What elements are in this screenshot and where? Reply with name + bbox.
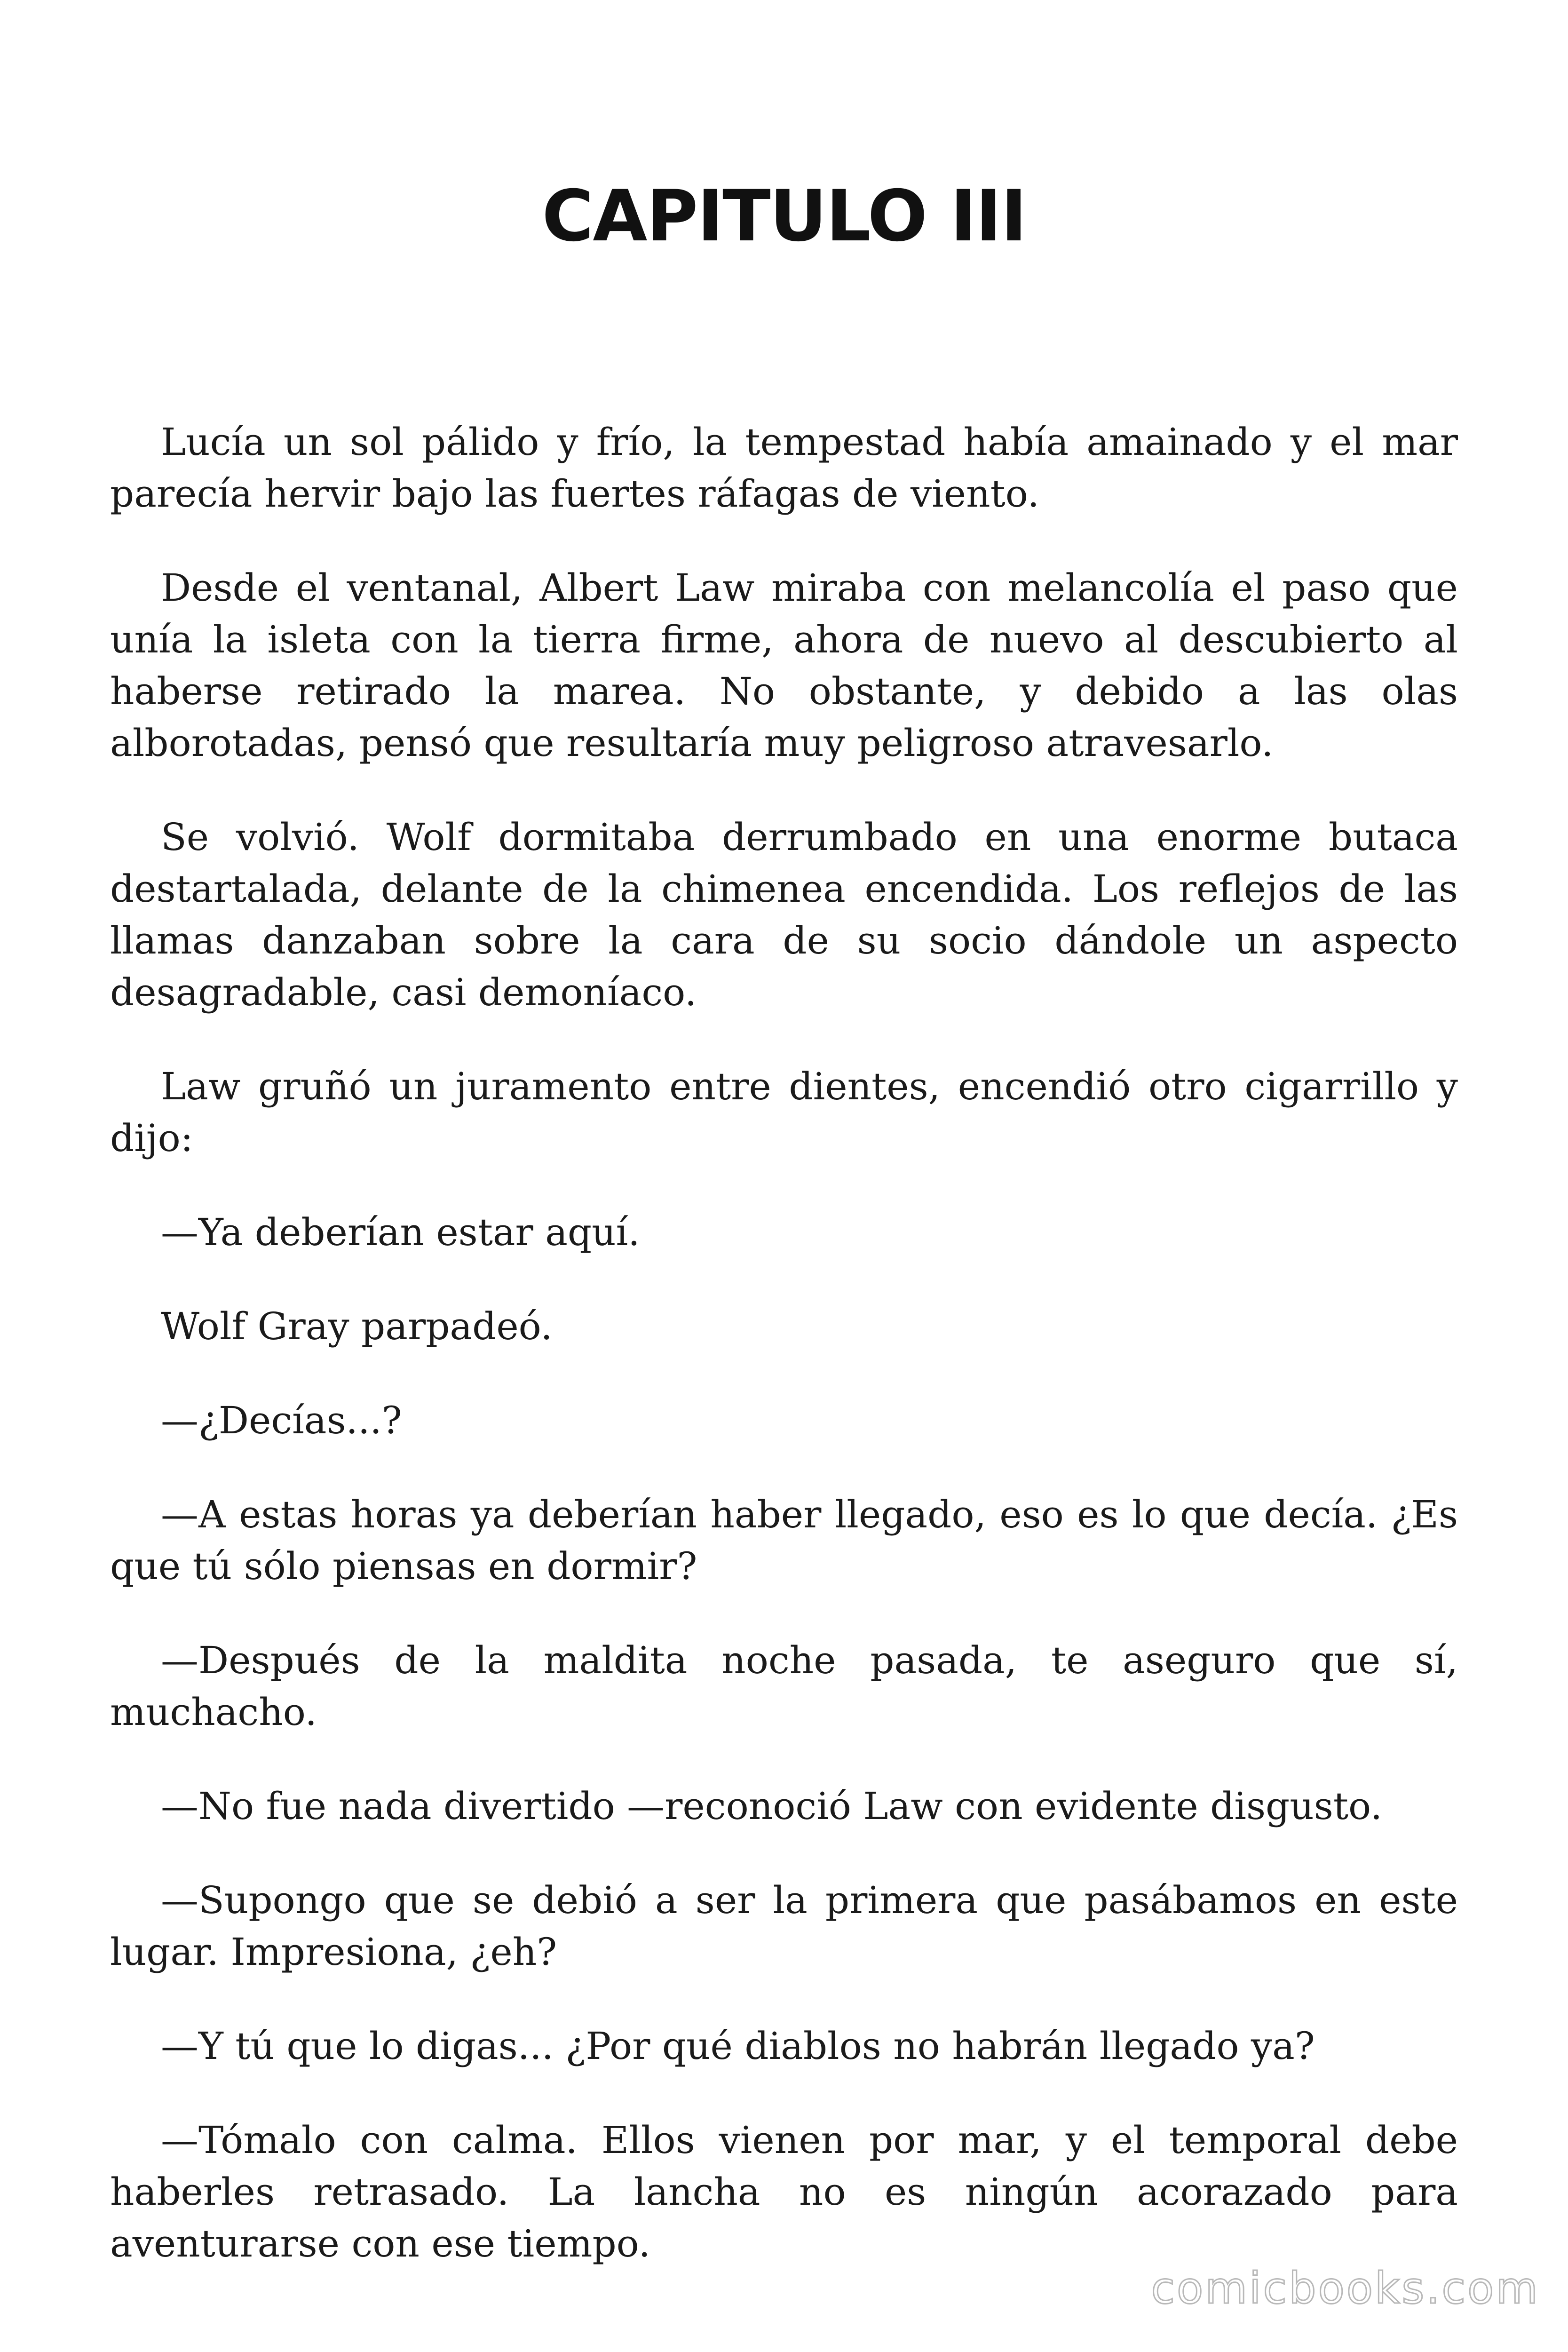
watermark-logo: comicbooks.com bbox=[1151, 2263, 1540, 2313]
dialogue-line: —Supongo que se debió a ser la primera que pasábamos en este lugar. Impresiona, ¿eh? bbox=[110, 1878, 1458, 1974]
dialogue-line: —Ya deberían estar aquí. bbox=[161, 1210, 640, 1254]
dialogue-line: —No fue nada divertido —reconoció Law con evidente disgusto. bbox=[161, 1784, 1383, 1828]
dialogue-line: —¿Decías...? bbox=[161, 1398, 402, 1442]
dialogue-line: —A estas horas ya deberían haber llegado, eso es lo que decía. ¿Es que tú sólo piensas en dormir? bbox=[110, 1493, 1458, 1588]
paragraph: Law gruñó un juramento entre dientes, encendió otro cigarrillo y dijo: bbox=[110, 1065, 1458, 1160]
chapter-body bbox=[110, 416, 1458, 2312]
paragraph: Lucía un sol pálido y frío, la tempestad había amainado y el mar parecía hervir bajo las fuertes ráfagas de viento. bbox=[110, 420, 1458, 516]
chapter-title: CAPITULO III bbox=[542, 175, 1026, 257]
paragraph: Desde el ventanal, Albert Law miraba con melancolía el paso que unía la isleta con la tierra firme, ahora de nuevo al descubierto al haberse retirado la marea. No obstante, y debido a las olas alborotadas, pensó que resultaría muy peligroso atravesarlo. bbox=[110, 566, 1458, 765]
dialogue-line: —Y tú que lo digas... ¿Por qué diablos no habrán llegado ya? bbox=[161, 2024, 1315, 2068]
dialogue-line: —Tómalo con calma. Ellos vienen por mar, y el temporal debe haberles retrasado. La lancha no es ningún acorazado para aventurarse con ese tiempo. bbox=[110, 2118, 1458, 2265]
paragraph: Wolf Gray parpadeó. bbox=[161, 1304, 553, 1348]
dialogue-line: —Después de la maldita noche pasada, te aseguro que sí, muchacho. bbox=[110, 1638, 1458, 1734]
paragraph: Se volvió. Wolf dormitaba derrumbado en una enorme butaca destartalada, delante de la chimenea encendida. Los reflejos de las llamas danzaban sobre la cara de su socio dándole un aspecto desagradable, casi demoníaco. bbox=[110, 815, 1458, 1014]
